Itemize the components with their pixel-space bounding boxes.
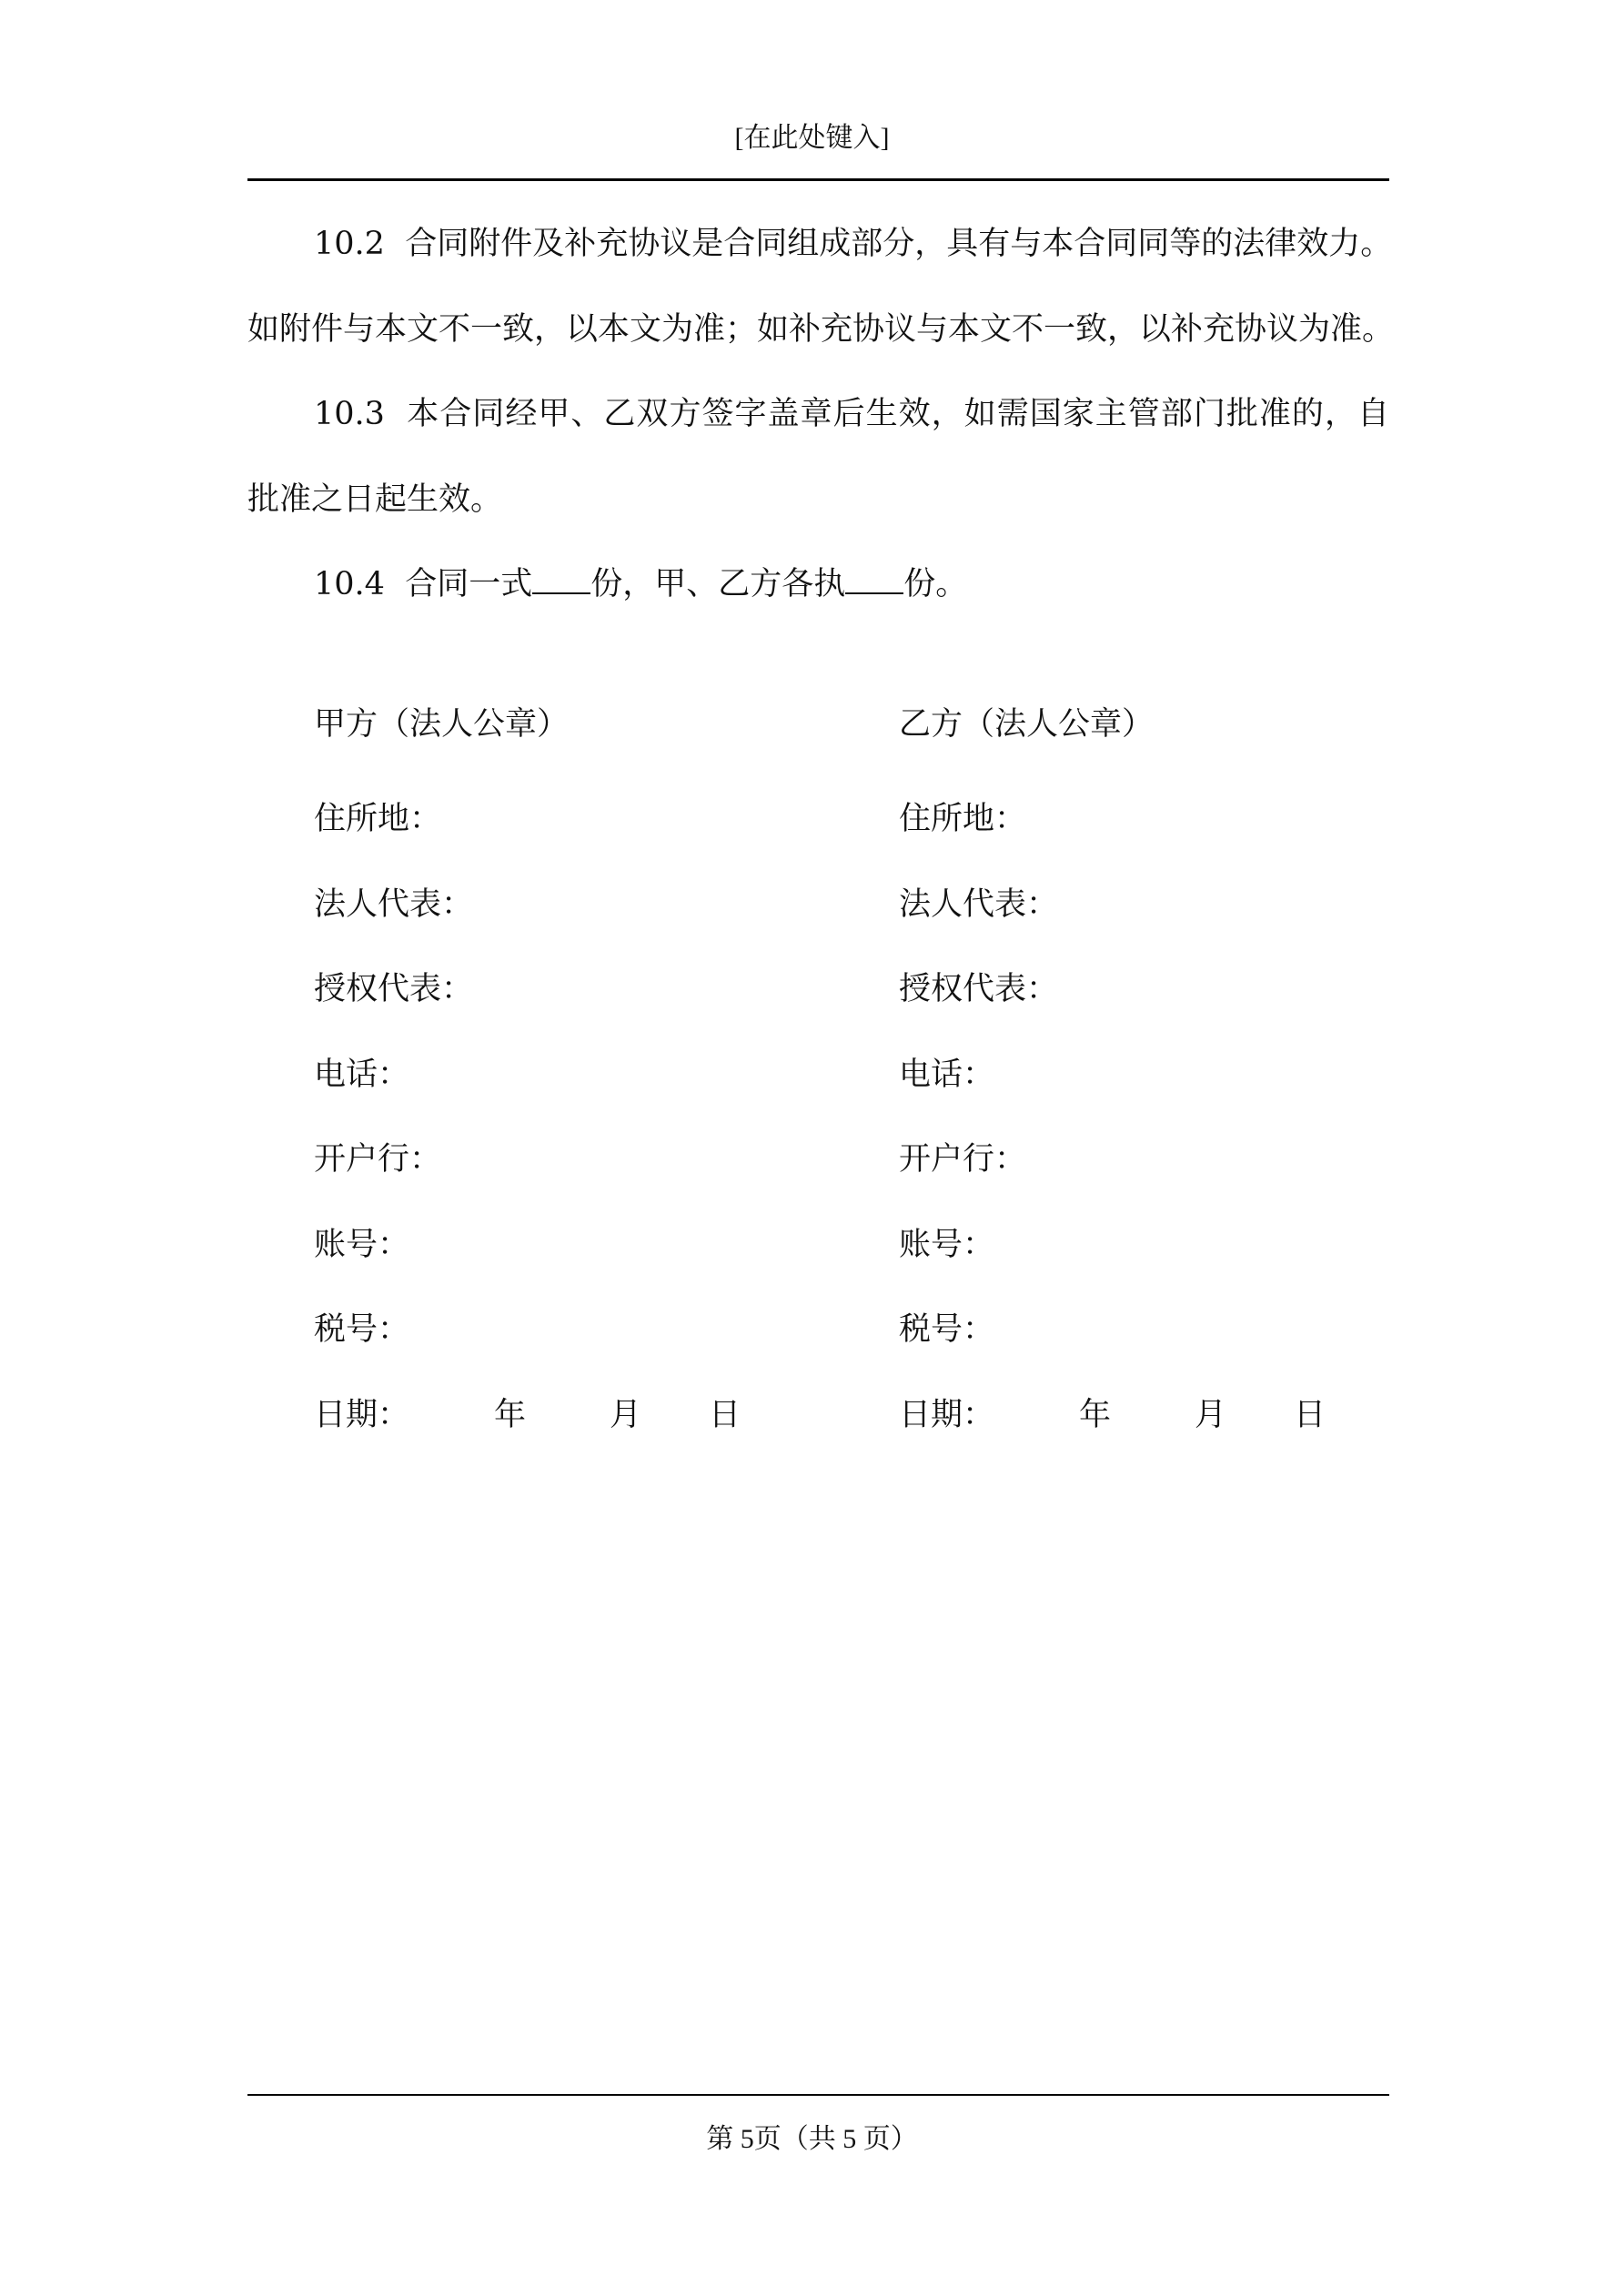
clause-10-3-line2: 批准之日起生效。 — [247, 481, 503, 518]
party-b-year-label: 年 — [1079, 1397, 1112, 1433]
party-b-month-label: 月 — [1195, 1397, 1227, 1433]
party-b-date-label: 日期： — [899, 1397, 995, 1433]
party-a-year-label: 年 — [494, 1397, 527, 1433]
clause-10-4 — [314, 559, 967, 604]
party-a-legal-rep-label: 法人代表： — [314, 886, 474, 923]
clause-10-2-line2: 如附件与本文不一致，以本文为准；如补充协议与本文不一致，以补充协议为准。 — [247, 311, 1395, 348]
clause-number: 10.4 — [314, 566, 385, 602]
party-b-legal-rep-label: 法人代表： — [899, 886, 1059, 923]
clause-text: 份。 — [903, 566, 968, 602]
party-b-auth-rep-label: 授权代表： — [899, 971, 1059, 1007]
party-a-bank-label: 开户行： — [314, 1141, 442, 1178]
clause-text: 合同附件及补充协议是合同组成部分，具有与本合同同等的法律效力。 — [405, 226, 1393, 262]
header-placeholder: [在此处键入] — [734, 123, 890, 153]
clause-text: 份，甲、乙方各执 — [590, 566, 846, 602]
page-number: 第 5页（共 5 页） — [706, 2124, 918, 2154]
clause-10-3-line1 — [314, 389, 1389, 434]
party-a-tax-id-label: 税号： — [314, 1311, 410, 1348]
party-a-title: 甲方（法人公章） — [314, 706, 570, 743]
header-rule — [247, 178, 1389, 181]
copies-each-blank — [845, 567, 903, 594]
party-a-account-label: 账号： — [314, 1227, 410, 1263]
party-b-account-label: 账号： — [899, 1227, 995, 1263]
clause-number: 10.3 — [314, 396, 385, 432]
party-a-phone-label: 电话： — [314, 1057, 410, 1093]
clause-number: 10.2 — [314, 226, 385, 262]
party-a-address-label: 住所地： — [314, 801, 442, 837]
party-b-day-label: 日 — [1294, 1397, 1326, 1433]
party-a-date-label: 日期： — [314, 1397, 410, 1433]
clause-text: 合同一式 — [405, 566, 533, 602]
clause-10-2-line1 — [314, 218, 1393, 264]
copies-total-blank — [532, 567, 590, 594]
party-b-address-label: 住所地： — [899, 801, 1027, 837]
party-b-tax-id-label: 税号： — [899, 1311, 995, 1348]
party-a-auth-rep-label: 授权代表： — [314, 971, 474, 1007]
party-a-day-label: 日 — [709, 1397, 741, 1433]
party-b-bank-label: 开户行： — [899, 1141, 1027, 1178]
clause-text: 本合同经甲、乙双方签字盖章后生效，如需国家主管部门批准的，自 — [407, 396, 1389, 432]
footer-rule — [247, 2094, 1389, 2096]
party-a-month-label: 月 — [610, 1397, 642, 1433]
party-b-phone-label: 电话： — [899, 1057, 995, 1093]
party-b-title: 乙方（法人公章） — [899, 706, 1155, 743]
